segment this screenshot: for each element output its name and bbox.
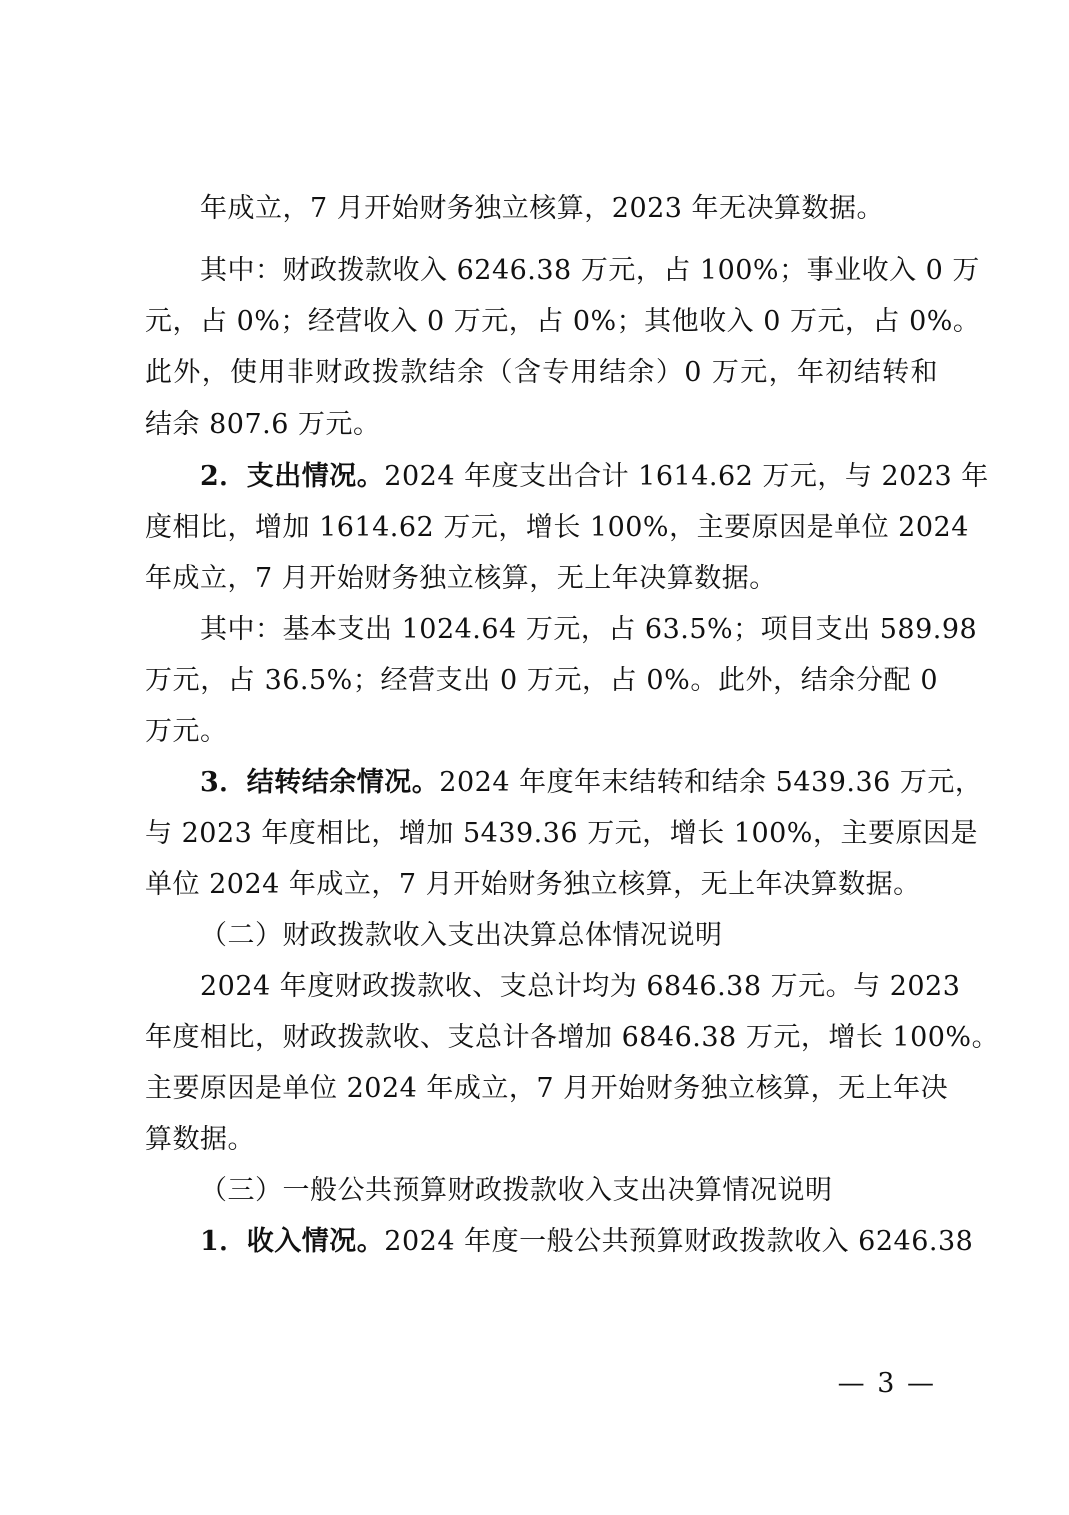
- paragraph-line: 度相比，增加 1614.62 万元，增长 100%，主要原因是单位 2024: [145, 512, 969, 543]
- paragraph-line: 元，占 0%；经营收入 0 万元，占 0%；其他收入 0 万元，占 0%。: [145, 306, 981, 337]
- subsection-title: （二）财政拨款收入支出决算总体情况说明: [200, 920, 723, 951]
- paragraph-line: 万元，占 36.5%；经营支出 0 万元，占 0%。此外，结余分配 0: [145, 665, 938, 696]
- paragraph-text: 2024 年度一般公共预算财政拨款收入 6246.38: [384, 1226, 974, 1257]
- paragraph-line: [200, 460, 989, 494]
- paragraph-line: 此外，使用非财政拨款结余（含专用结余）0 万元，年初结转和: [145, 357, 938, 388]
- paragraph-line: [200, 1225, 974, 1259]
- paragraph-line: 结余 807.6 万元。: [145, 409, 381, 440]
- paragraph-text: 2024 年度年末结转和结余 5439.36 万元，: [439, 767, 983, 798]
- paragraph-text: 2024 年度支出合计 1614.62 万元，与 2023 年: [384, 461, 989, 492]
- paragraph-line: 其中：基本支出 1024.64 万元，占 63.5%；项目支出 589.98: [200, 614, 978, 645]
- paragraph-line: 其中：财政拨款收入 6246.38 万元，占 100%；事业收入 0 万: [200, 255, 980, 286]
- section-heading: 3．结转结余情况。: [200, 767, 440, 798]
- paragraph-line: 万元。: [145, 716, 228, 747]
- paragraph-line: [200, 766, 983, 800]
- page-number: — 3 —: [837, 1368, 936, 1399]
- section-heading: 1．收入情况。: [200, 1226, 385, 1257]
- paragraph-line: 2024 年度财政拨款收、支总计均为 6846.38 万元。与 2023: [200, 971, 961, 1002]
- paragraph-line: 与 2023 年度相比，增加 5439.36 万元，增长 100%，主要原因是: [145, 818, 978, 849]
- paragraph-line: 年成立，7 月开始财务独立核算，2023 年无决算数据。: [200, 193, 885, 224]
- paragraph-line: 年度相比，财政拨款收、支总计各增加 6846.38 万元，增长 100%。: [145, 1022, 1000, 1053]
- subsection-title: （三）一般公共预算财政拨款收入支出决算情况说明: [200, 1175, 833, 1206]
- paragraph-line: 单位 2024 年成立，7 月开始财务独立核算，无上年决算数据。: [145, 869, 921, 900]
- section-heading: 2．支出情况。: [200, 461, 385, 492]
- paragraph-line: 年成立，7 月开始财务独立核算，无上年决算数据。: [145, 563, 777, 594]
- paragraph-line: 主要原因是单位 2024 年成立，7 月开始财务独立核算，无上年决: [145, 1073, 949, 1104]
- paragraph-line: 算数据。: [145, 1124, 255, 1155]
